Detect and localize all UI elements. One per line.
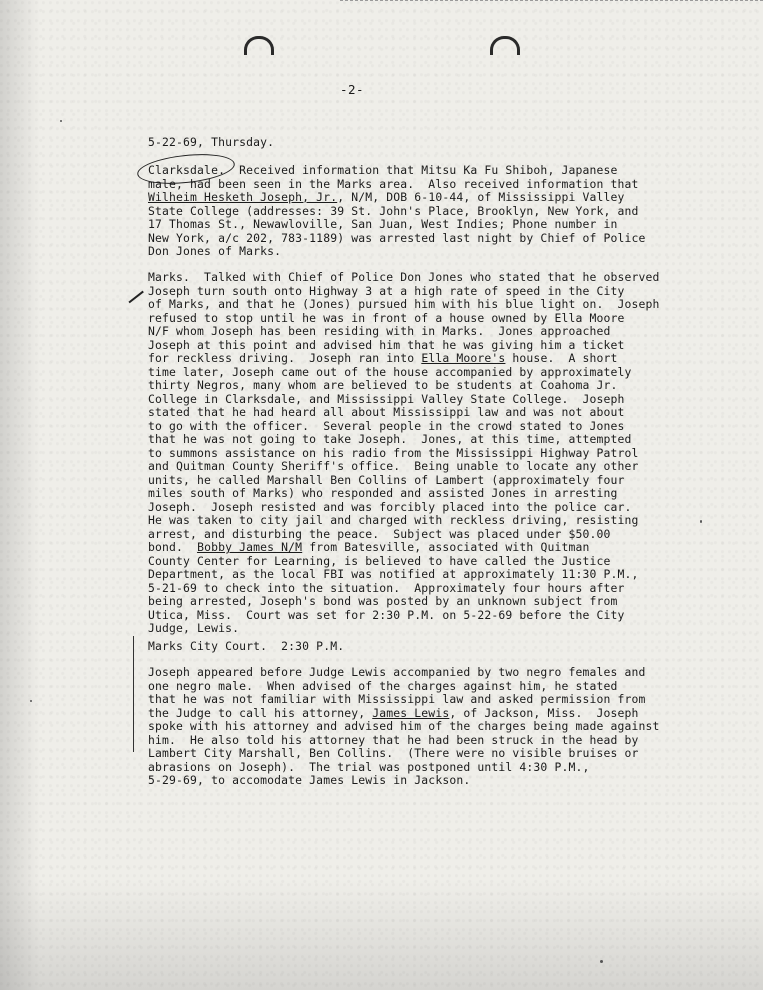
line-text: Judge, Lewis. [148, 621, 240, 635]
line-text: Joseph turn south onto Highway 3 at a high rate of speed in the City [148, 283, 625, 298]
text-line [148, 164, 648, 178]
scan-speck [60, 120, 62, 122]
line-text: for reckless driving. Joseph ran into [148, 351, 422, 365]
line-text: Joseph at this point and advised him that he was giving him a ticket [148, 337, 625, 352]
line-text: arrest, and disturbing the peace. Subject was placed under $50.00 [148, 526, 611, 541]
text-line [148, 568, 648, 582]
paragraph-city-court [148, 665, 660, 788]
text-line [148, 761, 648, 775]
line-text: College in Clarksdale, and Mississippi Valley State College. Joseph [148, 391, 625, 406]
scan-shadow-left [0, 0, 40, 990]
text-line [148, 555, 648, 569]
line-text: Lambert City Marshall, Ben Collins. (There were no visible bruises or [148, 746, 639, 760]
line-text: 17 Thomas St., Newawloville, San Juan, West Indies; Phone number in [148, 217, 618, 231]
text-line [148, 474, 648, 488]
line-text: and Quitman County Sheriff's office. Being unable to locate any other [148, 459, 639, 473]
text-line [148, 178, 648, 192]
line-text: Marks. Talked with Chief of Police Don Jones who stated that he observed [148, 270, 660, 284]
page-number: -2- [340, 82, 365, 97]
line-text: refused to stop until he was in front of a house owned by Ella Moore [148, 310, 625, 325]
punch-hole-left-icon [244, 36, 274, 55]
line-text: time later, Joseph came out of the house accompanied by approximately [148, 364, 632, 379]
text-line [148, 774, 648, 788]
line-text: to summons assistance on his radio from the Mississippi Highway Patrol [148, 445, 639, 460]
line-text: Utica, Miss. Court was set for 2:30 P.M. on 5-22-69 before the City [148, 607, 625, 622]
text-line [148, 218, 648, 232]
text-line [148, 379, 648, 393]
line-text: Department, as the local FBI was notified at approximately 11:30 P.M., [148, 567, 639, 581]
text-line [148, 232, 648, 246]
text-line [148, 191, 648, 205]
handwritten-margin-bracket [133, 636, 142, 752]
text-line [148, 487, 648, 501]
text-line [148, 285, 648, 299]
text-line [148, 447, 648, 461]
text-line [148, 339, 648, 353]
line-text: N/F whom Joseph has been residing with in Marks. Jones approached [148, 324, 611, 338]
punch-hole-right-icon [490, 36, 520, 55]
line-text: him. He also told his attorney that he had been struck in the head by [148, 732, 639, 747]
line-text: miles south of Marks) who responded and assisted Jones in arresting [148, 486, 618, 500]
section-heading: Marks City Court. 2:30 P.M. [148, 639, 345, 653]
text-line [148, 680, 648, 694]
scan-speck [30, 700, 32, 702]
text-line [148, 693, 648, 707]
line-text: County Center for Learning, is believed to have called the Justice [148, 553, 611, 568]
scan-speck [700, 520, 702, 523]
line-text: , N/M, DOB 6-10-44, of Mississippi Valley [337, 190, 625, 204]
handwritten-check-mark [128, 291, 143, 303]
text-line [148, 205, 648, 219]
text-line [148, 433, 648, 447]
text-line [148, 707, 648, 721]
text-line [148, 622, 648, 636]
text-line [148, 501, 648, 515]
line-text: 5-29-69, to accomodate James Lewis in Jackson. [148, 773, 471, 787]
text-line [148, 352, 648, 366]
line-text: to go with the officer. Several people in the crowd stated to Jones [148, 418, 625, 433]
line-text: Joseph. Joseph resisted and was forcibly placed into the police car. [148, 499, 632, 514]
text-line [148, 666, 648, 680]
scan-speck [600, 960, 603, 963]
scan-shadow-bottom [0, 880, 763, 990]
text-line [148, 582, 648, 596]
line-text: abrasions on Joseph). The trial was postponed until 4:30 P.M., [148, 759, 590, 774]
perforation-edge [340, 0, 763, 2]
line-text: being arrested, Joseph's bond was posted by an unknown subject from [148, 594, 618, 608]
text-line [148, 460, 648, 474]
underlined-name: Ella Moore's [421, 351, 506, 365]
line-text: bond. [148, 540, 198, 554]
underlined-name: James Lewis [372, 705, 450, 720]
underlined-name: Wilheim Hesketh Joseph, Jr. [148, 190, 338, 204]
line-text: State College (addresses: 39 St. John's Place, Brooklyn, New York, and [148, 203, 639, 218]
line-text: house. A short [505, 351, 618, 365]
line-text: thirty Negros, many whom are believed to be students at Coahoma Jr. [148, 378, 618, 392]
line-text: stated that he had heard all about Mississippi law and was not about [148, 405, 625, 419]
text-line [148, 719, 660, 734]
date-line: 5-22-69, Thursday. [148, 135, 275, 149]
line-text: , of Jackson, Miss. Joseph [449, 705, 639, 720]
text-line [148, 366, 648, 380]
line-text: male, had been seen in the Marks area. Also received information that [148, 176, 639, 191]
line-text: Clarksdale. Received information that Mitsu Ka Fu Shiboh, Japanese [148, 163, 618, 177]
text-line [148, 595, 648, 609]
paragraph-marks [148, 270, 660, 636]
text-line [148, 609, 648, 623]
line-text: from Batesville, associated with Quitman [302, 540, 590, 554]
text-line [148, 312, 648, 326]
text-line [148, 297, 660, 312]
line-text: Joseph appeared before Judge Lewis accompanied by two negro females and [148, 665, 646, 679]
text-line [148, 747, 648, 761]
line-text: the Judge to call his attorney, [148, 705, 373, 720]
line-text: New York, a/c 202, 783-1189) was arrested last night by Chief of Police [148, 230, 646, 245]
line-text: He was taken to city jail and charged with reckless driving, resisting [148, 513, 639, 527]
text-line [148, 514, 648, 528]
underlined-name: Bobby James N/M [197, 540, 303, 554]
text-line [148, 393, 648, 407]
line-text: of Marks, and that he (Jones) pursued him with his blue light on. Joseph [148, 297, 660, 311]
text-line [148, 734, 648, 748]
line-text: that he was not going to take Joseph. Jones, at this time, attempted [148, 432, 632, 446]
text-line [148, 245, 648, 259]
text-line [148, 270, 660, 285]
line-text: Don Jones of Marks. [148, 244, 282, 258]
line-text: 5-21-69 to check into the situation. Approximately four hours after [148, 580, 625, 595]
text-line [148, 325, 648, 339]
text-line [148, 406, 648, 420]
line-text: spoke with his attorney and advised him of the charges being made against [148, 719, 660, 733]
text-line [148, 528, 648, 542]
text-line [148, 420, 648, 434]
line-text: that he was not familiar with Mississippi law and asked permission from [148, 692, 646, 706]
line-text: one negro male. When advised of the charges against him, he stated [148, 678, 618, 693]
paragraph-clarksdale [148, 164, 648, 259]
line-text: units, he called Marshall Ben Collins of Lambert (approximately four [148, 472, 625, 487]
text-line [148, 541, 648, 555]
